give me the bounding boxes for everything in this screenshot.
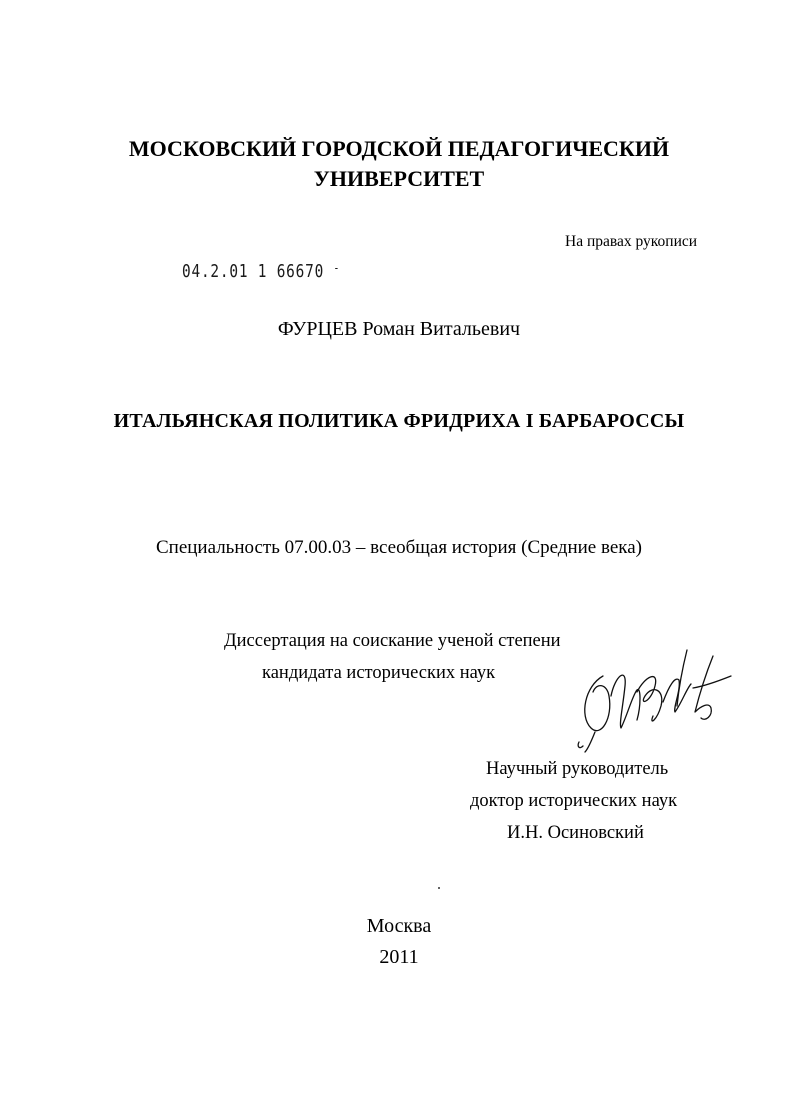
dissertation-title: ИТАЛЬЯНСКАЯ ПОЛИТИКА ФРИДРИХА I БАРБАРОССЫ bbox=[113, 410, 685, 432]
university-name-line2: УНИВЕРСИТЕТ bbox=[313, 166, 485, 191]
supervisor-degree: доктор исторических наук bbox=[470, 791, 678, 811]
year: 2011 bbox=[379, 946, 419, 968]
registration-code-number: 04.2.01 1 66670 bbox=[182, 261, 325, 282]
city: Москва bbox=[366, 915, 432, 937]
degree-statement-line1: Диссертация на соискание ученой степени bbox=[224, 631, 561, 651]
supervisor-role: Научный руководитель bbox=[486, 759, 669, 779]
handwritten-signature bbox=[575, 646, 735, 756]
registration-code-mark: - bbox=[333, 261, 341, 275]
specialty-line: Специальность 07.00.03 – всеобщая история (Средние века) bbox=[155, 537, 642, 558]
stray-dot bbox=[438, 887, 440, 889]
registration-code bbox=[182, 261, 340, 282]
supervisor-name: И.Н. Осиновский bbox=[507, 823, 644, 843]
degree-statement-line2: кандидата исторических наук bbox=[262, 663, 496, 683]
author-name: ФУРЦЕВ Роман Витальевич bbox=[277, 318, 521, 340]
rights-note: На правах рукописи bbox=[565, 233, 698, 250]
university-name-line1: МОСКОВСКИЙ ГОРОДСКОЙ ПЕДАГОГИЧЕСКИЙ bbox=[128, 136, 670, 161]
